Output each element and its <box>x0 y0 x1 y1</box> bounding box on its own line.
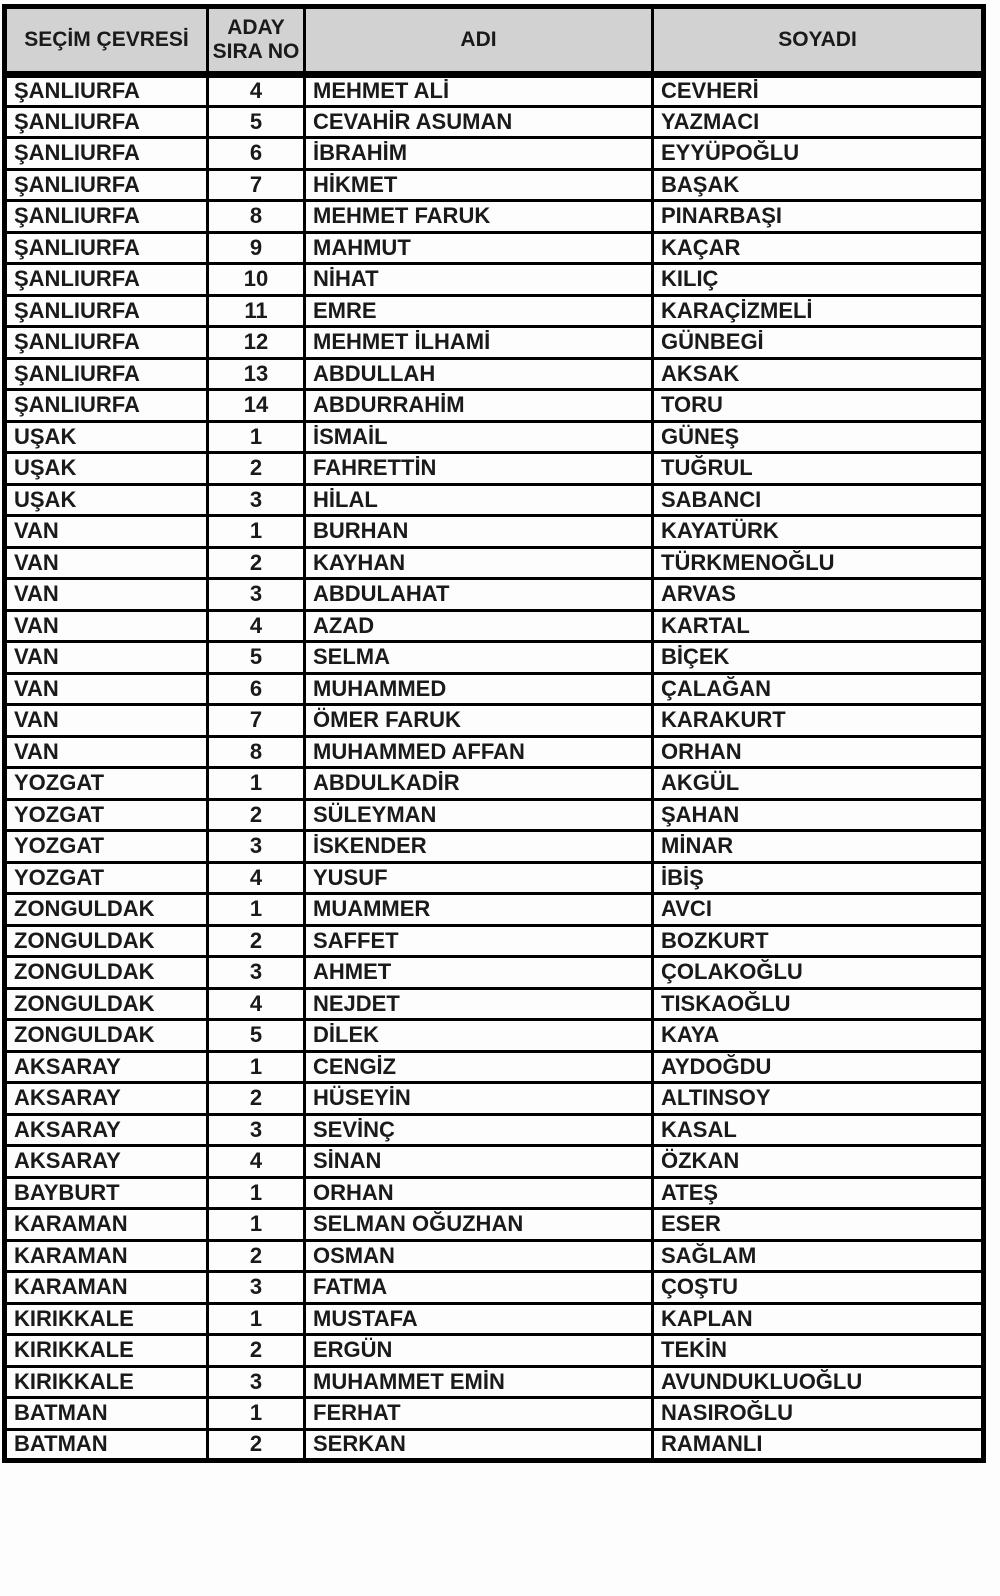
aday-sira-no-cell: 1 <box>208 516 305 548</box>
aday-sira-no-cell: 2 <box>208 1429 305 1461</box>
table-row <box>5 1240 984 1272</box>
soyadi-cell: ALTINSOY <box>653 1083 984 1115</box>
table-row <box>5 1146 984 1178</box>
table-row <box>5 705 984 737</box>
table-row <box>5 75 984 107</box>
adi-cell: SEVİNÇ <box>305 1114 653 1146</box>
secim-cevresi-cell: ŞANLIURFA <box>5 295 208 327</box>
table-row <box>5 642 984 674</box>
adi-cell: MEHMET İLHAMİ <box>305 327 653 359</box>
aday-sira-no-cell: 6 <box>208 138 305 170</box>
aday-sira-no-cell: 3 <box>208 579 305 611</box>
soyadi-cell: BAŞAK <box>653 169 984 201</box>
adi-cell: MUHAMMET EMİN <box>305 1366 653 1398</box>
secim-cevresi-cell: AKSARAY <box>5 1083 208 1115</box>
secim-cevresi-cell: KIRIKKALE <box>5 1366 208 1398</box>
secim-cevresi-cell: VAN <box>5 547 208 579</box>
aday-sira-no-cell: 4 <box>208 988 305 1020</box>
adi-cell: HİLAL <box>305 484 653 516</box>
aday-sira-no-cell: 2 <box>208 1240 305 1272</box>
secim-cevresi-cell: ŞANLIURFA <box>5 358 208 390</box>
aday-sira-no-cell: 1 <box>208 1177 305 1209</box>
soyadi-cell: TORU <box>653 390 984 422</box>
adi-cell: MUSTAFA <box>305 1303 653 1335</box>
secim-cevresi-cell: ŞANLIURFA <box>5 390 208 422</box>
header-row <box>5 7 984 75</box>
soyadi-cell: ATEŞ <box>653 1177 984 1209</box>
adi-cell: OSMAN <box>305 1240 653 1272</box>
secim-cevresi-cell: ZONGULDAK <box>5 925 208 957</box>
soyadi-cell: ARVAS <box>653 579 984 611</box>
aday-sira-no-cell: 7 <box>208 705 305 737</box>
secim-cevresi-cell: YOZGAT <box>5 799 208 831</box>
secim-cevresi-cell: YOZGAT <box>5 768 208 800</box>
column-header-aday-sira-no: ADAY SIRA NO <box>208 7 305 75</box>
secim-cevresi-cell: BAYBURT <box>5 1177 208 1209</box>
table-row <box>5 1303 984 1335</box>
aday-sira-no-cell: 1 <box>208 768 305 800</box>
soyadi-cell: BOZKURT <box>653 925 984 957</box>
adi-cell: KAYHAN <box>305 547 653 579</box>
soyadi-cell: MİNAR <box>653 831 984 863</box>
aday-sira-no-cell: 14 <box>208 390 305 422</box>
aday-sira-no-cell: 1 <box>208 1051 305 1083</box>
soyadi-cell: KAYA <box>653 1020 984 1052</box>
table-row <box>5 925 984 957</box>
secim-cevresi-cell: KARAMAN <box>5 1209 208 1241</box>
soyadi-cell: BİÇEK <box>653 642 984 674</box>
aday-sira-no-cell: 2 <box>208 1335 305 1367</box>
table-row <box>5 610 984 642</box>
table-row <box>5 1051 984 1083</box>
soyadi-cell: CEVHERİ <box>653 75 984 107</box>
table-row <box>5 1366 984 1398</box>
soyadi-cell: TEKİN <box>653 1335 984 1367</box>
secim-cevresi-cell: YOZGAT <box>5 862 208 894</box>
table-row <box>5 799 984 831</box>
aday-sira-no-cell: 6 <box>208 673 305 705</box>
table-row <box>5 1114 984 1146</box>
adi-cell: MEHMET FARUK <box>305 201 653 233</box>
aday-sira-no-cell: 7 <box>208 169 305 201</box>
soyadi-cell: SAĞLAM <box>653 1240 984 1272</box>
aday-sira-no-cell: 1 <box>208 1209 305 1241</box>
adi-cell: SELMA <box>305 642 653 674</box>
secim-cevresi-cell: UŞAK <box>5 484 208 516</box>
soyadi-cell: AVCI <box>653 894 984 926</box>
adi-cell: YUSUF <box>305 862 653 894</box>
secim-cevresi-cell: ZONGULDAK <box>5 894 208 926</box>
secim-cevresi-cell: AKSARAY <box>5 1114 208 1146</box>
secim-cevresi-cell: VAN <box>5 736 208 768</box>
adi-cell: ABDURRAHİM <box>305 390 653 422</box>
secim-cevresi-cell: KIRIKKALE <box>5 1335 208 1367</box>
adi-cell: ABDULLAH <box>305 358 653 390</box>
adi-cell: AZAD <box>305 610 653 642</box>
table-row <box>5 421 984 453</box>
aday-sira-no-cell: 12 <box>208 327 305 359</box>
secim-cevresi-cell: KARAMAN <box>5 1240 208 1272</box>
soyadi-cell: RAMANLI <box>653 1429 984 1461</box>
soyadi-cell: GÜNBEGİ <box>653 327 984 359</box>
adi-cell: İBRAHİM <box>305 138 653 170</box>
table-row <box>5 516 984 548</box>
table-row <box>5 138 984 170</box>
aday-sira-no-cell: 2 <box>208 547 305 579</box>
table-row <box>5 295 984 327</box>
adi-cell: AHMET <box>305 957 653 989</box>
aday-sira-no-cell: 2 <box>208 925 305 957</box>
soyadi-cell: EYYÜPOĞLU <box>653 138 984 170</box>
secim-cevresi-cell: AKSARAY <box>5 1051 208 1083</box>
soyadi-cell: NASIROĞLU <box>653 1398 984 1430</box>
aday-sira-no-cell: 10 <box>208 264 305 296</box>
adi-cell: FATMA <box>305 1272 653 1304</box>
aday-sira-no-cell: 1 <box>208 894 305 926</box>
secim-cevresi-cell: ZONGULDAK <box>5 988 208 1020</box>
soyadi-cell: KARTAL <box>653 610 984 642</box>
soyadi-cell: TISKAOĞLU <box>653 988 984 1020</box>
aday-sira-no-cell: 1 <box>208 1303 305 1335</box>
table-row <box>5 453 984 485</box>
aday-sira-no-cell: 3 <box>208 1366 305 1398</box>
secim-cevresi-cell: YOZGAT <box>5 831 208 863</box>
aday-sira-no-cell: 5 <box>208 1020 305 1052</box>
adi-cell: ABDULKADİR <box>305 768 653 800</box>
table-row <box>5 831 984 863</box>
secim-cevresi-cell: UŞAK <box>5 453 208 485</box>
secim-cevresi-cell: VAN <box>5 579 208 611</box>
soyadi-cell: TUĞRUL <box>653 453 984 485</box>
soyadi-cell: ŞAHAN <box>653 799 984 831</box>
secim-cevresi-cell: ŞANLIURFA <box>5 106 208 138</box>
secim-cevresi-cell: ŞANLIURFA <box>5 327 208 359</box>
secim-cevresi-cell: BATMAN <box>5 1429 208 1461</box>
adi-cell: NEJDET <box>305 988 653 1020</box>
aday-sira-no-cell: 1 <box>208 421 305 453</box>
table-row <box>5 1083 984 1115</box>
adi-cell: CENGİZ <box>305 1051 653 1083</box>
table-row <box>5 264 984 296</box>
adi-cell: SERKAN <box>305 1429 653 1461</box>
table-row <box>5 358 984 390</box>
soyadi-cell: ÇALAĞAN <box>653 673 984 705</box>
secim-cevresi-cell: AKSARAY <box>5 1146 208 1178</box>
soyadi-cell: ESER <box>653 1209 984 1241</box>
adi-cell: MUHAMMED <box>305 673 653 705</box>
soyadi-cell: AKGÜL <box>653 768 984 800</box>
table-row <box>5 106 984 138</box>
aday-sira-no-cell: 2 <box>208 453 305 485</box>
adi-cell: DİLEK <box>305 1020 653 1052</box>
secim-cevresi-cell: VAN <box>5 642 208 674</box>
table-row <box>5 484 984 516</box>
adi-cell: ORHAN <box>305 1177 653 1209</box>
adi-cell: SAFFET <box>305 925 653 957</box>
table-row <box>5 390 984 422</box>
aday-sira-no-cell: 11 <box>208 295 305 327</box>
table-body <box>5 75 984 1461</box>
table-row <box>5 1020 984 1052</box>
table-row <box>5 232 984 264</box>
soyadi-cell: KAÇAR <box>653 232 984 264</box>
aday-sira-no-cell: 4 <box>208 75 305 107</box>
adi-cell: HİKMET <box>305 169 653 201</box>
adi-cell: CEVAHİR ASUMAN <box>305 106 653 138</box>
table-row <box>5 1272 984 1304</box>
soyadi-cell: PINARBAŞI <box>653 201 984 233</box>
soyadi-cell: ÇOŞTU <box>653 1272 984 1304</box>
table-row <box>5 894 984 926</box>
secim-cevresi-cell: ŞANLIURFA <box>5 232 208 264</box>
adi-cell: İSKENDER <box>305 831 653 863</box>
adi-cell: ÖMER FARUK <box>305 705 653 737</box>
adi-cell: ERGÜN <box>305 1335 653 1367</box>
soyadi-cell: İBİŞ <box>653 862 984 894</box>
soyadi-cell: ORHAN <box>653 736 984 768</box>
table-row <box>5 1398 984 1430</box>
aday-sira-no-cell: 8 <box>208 736 305 768</box>
table-row <box>5 673 984 705</box>
secim-cevresi-cell: KARAMAN <box>5 1272 208 1304</box>
adi-cell: MEHMET ALİ <box>305 75 653 107</box>
adi-cell: SELMAN OĞUZHAN <box>305 1209 653 1241</box>
secim-cevresi-cell: VAN <box>5 516 208 548</box>
table-row <box>5 768 984 800</box>
column-header-adi: ADI <box>305 7 653 75</box>
aday-sira-no-cell: 9 <box>208 232 305 264</box>
adi-cell: HÜSEYİN <box>305 1083 653 1115</box>
table-row <box>5 1209 984 1241</box>
soyadi-cell: ÖZKAN <box>653 1146 984 1178</box>
table-row <box>5 1177 984 1209</box>
aday-sira-no-cell: 2 <box>208 799 305 831</box>
soyadi-cell: AYDOĞDU <box>653 1051 984 1083</box>
aday-sira-no-cell: 3 <box>208 831 305 863</box>
adi-cell: FERHAT <box>305 1398 653 1430</box>
soyadi-cell: KAPLAN <box>653 1303 984 1335</box>
secim-cevresi-cell: ŞANLIURFA <box>5 169 208 201</box>
table-row <box>5 957 984 989</box>
secim-cevresi-cell: ŞANLIURFA <box>5 75 208 107</box>
aday-sira-no-cell: 5 <box>208 642 305 674</box>
table-row <box>5 736 984 768</box>
candidate-table <box>2 4 986 1463</box>
aday-sira-no-cell: 5 <box>208 106 305 138</box>
aday-sira-no-cell: 13 <box>208 358 305 390</box>
table-row <box>5 988 984 1020</box>
secim-cevresi-cell: BATMAN <box>5 1398 208 1430</box>
secim-cevresi-cell: UŞAK <box>5 421 208 453</box>
adi-cell: MUAMMER <box>305 894 653 926</box>
soyadi-cell: AKSAK <box>653 358 984 390</box>
adi-cell: FAHRETTİN <box>305 453 653 485</box>
aday-sira-no-cell: 8 <box>208 201 305 233</box>
soyadi-cell: ÇOLAKOĞLU <box>653 957 984 989</box>
soyadi-cell: KARAKURT <box>653 705 984 737</box>
table-header <box>5 7 984 75</box>
table-row <box>5 327 984 359</box>
adi-cell: NİHAT <box>305 264 653 296</box>
soyadi-cell: SABANCI <box>653 484 984 516</box>
aday-sira-no-cell: 3 <box>208 957 305 989</box>
soyadi-cell: AVUNDUKLUOĞLU <box>653 1366 984 1398</box>
adi-cell: İSMAİL <box>305 421 653 453</box>
secim-cevresi-cell: ŞANLIURFA <box>5 201 208 233</box>
adi-cell: ABDULAHAT <box>305 579 653 611</box>
table-row <box>5 1335 984 1367</box>
secim-cevresi-cell: VAN <box>5 705 208 737</box>
secim-cevresi-cell: KIRIKKALE <box>5 1303 208 1335</box>
aday-sira-no-cell: 4 <box>208 610 305 642</box>
aday-sira-no-cell: 4 <box>208 1146 305 1178</box>
soyadi-cell: KARAÇİZMELİ <box>653 295 984 327</box>
secim-cevresi-cell: ZONGULDAK <box>5 1020 208 1052</box>
secim-cevresi-cell: ŞANLIURFA <box>5 138 208 170</box>
aday-sira-no-cell: 3 <box>208 484 305 516</box>
secim-cevresi-cell: VAN <box>5 610 208 642</box>
adi-cell: BURHAN <box>305 516 653 548</box>
adi-cell: SÜLEYMAN <box>305 799 653 831</box>
aday-sira-no-cell: 2 <box>208 1083 305 1115</box>
table-row <box>5 169 984 201</box>
adi-cell: EMRE <box>305 295 653 327</box>
aday-sira-no-cell: 4 <box>208 862 305 894</box>
soyadi-cell: TÜRKMENOĞLU <box>653 547 984 579</box>
secim-cevresi-cell: ŞANLIURFA <box>5 264 208 296</box>
secim-cevresi-cell: VAN <box>5 673 208 705</box>
adi-cell: SİNAN <box>305 1146 653 1178</box>
table-row <box>5 1429 984 1461</box>
column-header-soyadi: SOYADI <box>653 7 984 75</box>
soyadi-cell: KAYATÜRK <box>653 516 984 548</box>
soyadi-cell: GÜNEŞ <box>653 421 984 453</box>
adi-cell: MUHAMMED AFFAN <box>305 736 653 768</box>
aday-sira-no-cell: 3 <box>208 1114 305 1146</box>
column-header-secim-cevresi: SEÇİM ÇEVRESİ <box>5 7 208 75</box>
aday-sira-no-cell: 3 <box>208 1272 305 1304</box>
table-row <box>5 201 984 233</box>
table-row <box>5 547 984 579</box>
soyadi-cell: KASAL <box>653 1114 984 1146</box>
soyadi-cell: KILIÇ <box>653 264 984 296</box>
soyadi-cell: YAZMACI <box>653 106 984 138</box>
table-row <box>5 862 984 894</box>
secim-cevresi-cell: ZONGULDAK <box>5 957 208 989</box>
adi-cell: MAHMUT <box>305 232 653 264</box>
aday-sira-no-cell: 1 <box>208 1398 305 1430</box>
table-row <box>5 579 984 611</box>
